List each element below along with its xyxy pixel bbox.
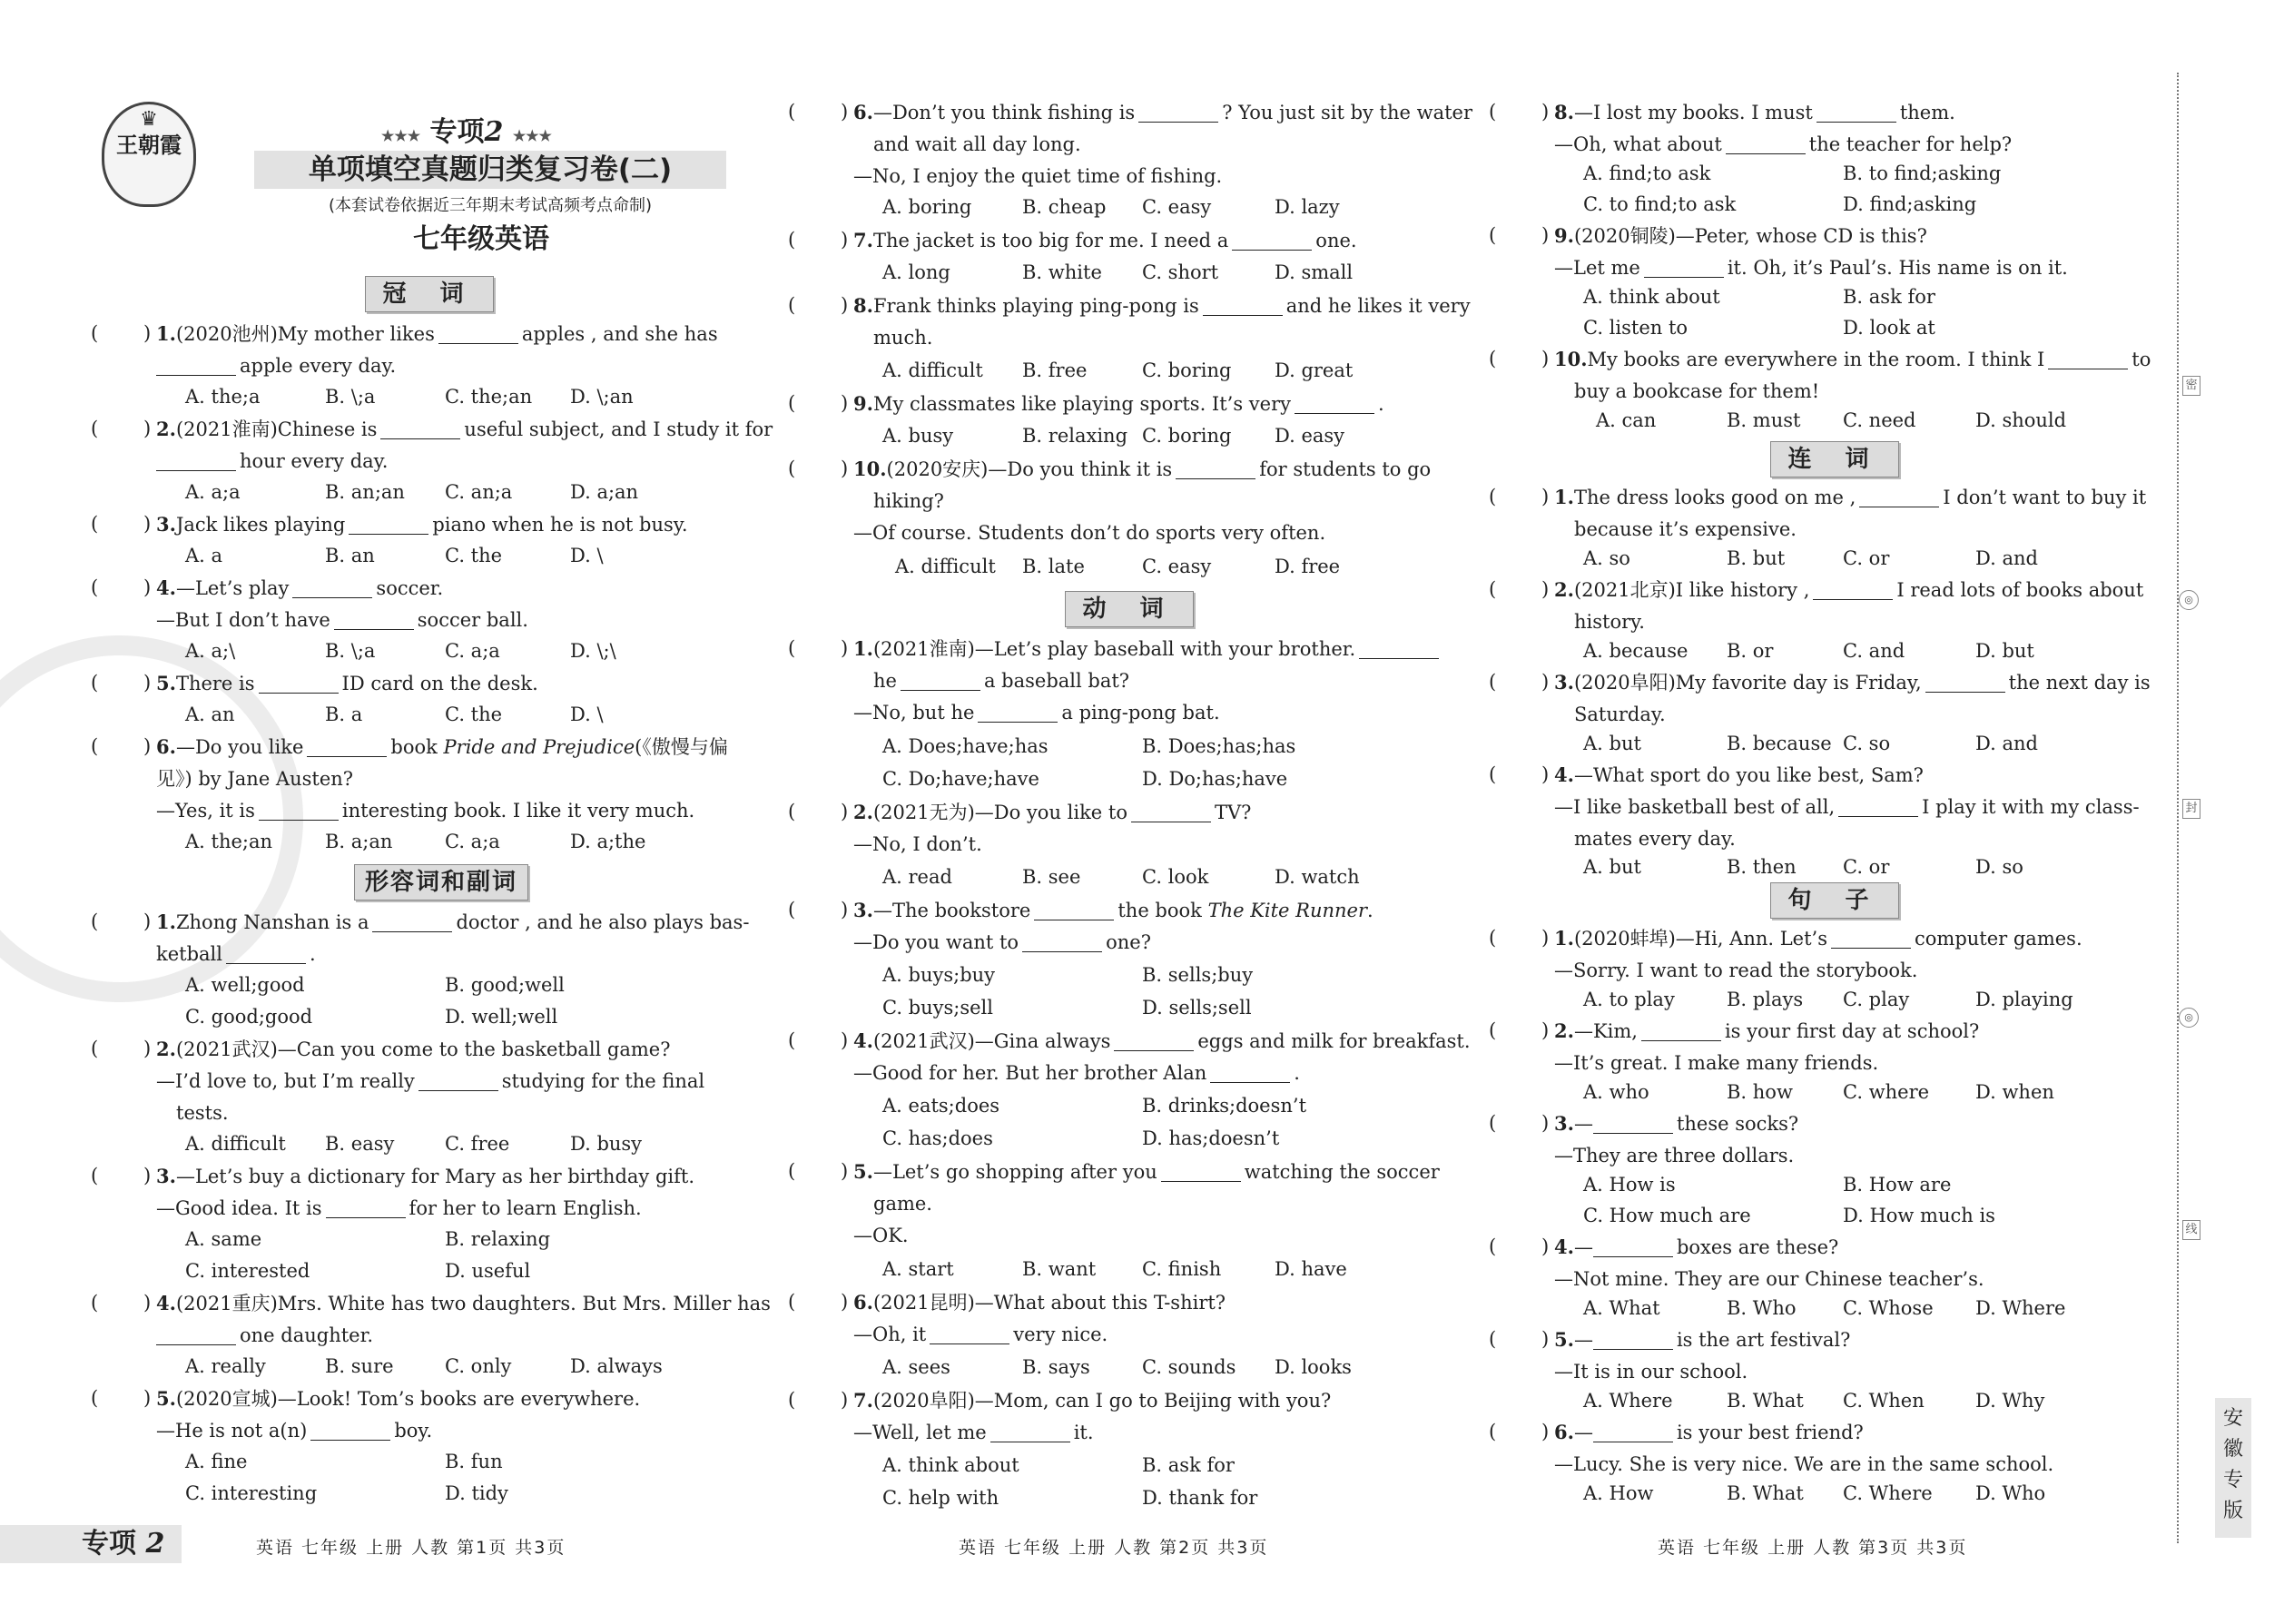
option-d[interactable]: D. always bbox=[570, 1355, 663, 1377]
option-a[interactable]: A. What bbox=[1583, 1297, 1660, 1319]
answer-bracket[interactable]: ( bbox=[91, 672, 99, 694]
option-b[interactable]: B. How are bbox=[1843, 1174, 1952, 1196]
option-d[interactable]: D. How much is bbox=[1843, 1205, 1995, 1226]
option-b[interactable]: B. relaxing bbox=[445, 1228, 551, 1250]
answer-blank[interactable] bbox=[1838, 796, 1918, 817]
binding-hole-icon: ◎ bbox=[2179, 590, 2199, 610]
option-a[interactable]: A. fine bbox=[185, 1451, 248, 1472]
logo-crown-icon: ♛ bbox=[140, 108, 158, 131]
option-c[interactable]: C. good;good bbox=[185, 1006, 313, 1028]
option-d[interactable]: D. have bbox=[1275, 1258, 1347, 1280]
grade-title: 七年级英语 bbox=[413, 223, 549, 255]
option-a[interactable]: A. difficult bbox=[185, 1133, 286, 1155]
option-c[interactable]: C. or bbox=[1843, 547, 1890, 569]
answer-bracket[interactable]: ( bbox=[1489, 101, 1497, 123]
option-c[interactable]: C. look bbox=[1142, 866, 1209, 888]
option-c[interactable]: C. listen to bbox=[1583, 317, 1689, 339]
option-a[interactable]: A. Does;have;has bbox=[882, 735, 1049, 757]
option-c[interactable]: C. How much are bbox=[1583, 1205, 1751, 1226]
option-d[interactable]: D. watch bbox=[1275, 866, 1360, 888]
page-subtitle: (本套试卷依据近三年期末考试高频考点命制) bbox=[328, 196, 653, 215]
option-b[interactable]: B. good;well bbox=[445, 974, 565, 996]
option-b[interactable]: B. relaxing bbox=[1022, 425, 1128, 447]
answer-blank[interactable] bbox=[1161, 1161, 1241, 1182]
answer-blank[interactable] bbox=[226, 943, 306, 964]
option-a[interactable]: A. a;a bbox=[185, 481, 241, 503]
answer-bracket[interactable]: ( bbox=[788, 392, 796, 414]
option-a[interactable]: A. but bbox=[1583, 856, 1641, 878]
answer-blank[interactable] bbox=[418, 1070, 498, 1091]
option-d[interactable]: D. find;asking bbox=[1843, 193, 1977, 215]
option-c[interactable]: C. the bbox=[445, 704, 503, 725]
footer-page-3: 英语 七年级 上册 人教 第3页 共3页 bbox=[1658, 1538, 1968, 1558]
answer-blank[interactable] bbox=[259, 800, 339, 821]
answer-bracket[interactable]: ( bbox=[788, 458, 796, 479]
footer-page-2: 英语 七年级 上册 人教 第2页 共3页 bbox=[959, 1538, 1269, 1558]
section-articles: 冠 词 bbox=[365, 276, 494, 312]
option-c[interactable]: C. free bbox=[445, 1133, 510, 1155]
section-conjunctions: 连 词 bbox=[1770, 441, 1899, 477]
option-b[interactable]: B. free bbox=[1022, 359, 1088, 381]
answer-blank[interactable] bbox=[990, 1422, 1070, 1442]
option-a[interactable]: A. a bbox=[185, 545, 223, 566]
option-b[interactable]: B. Who bbox=[1727, 1297, 1797, 1319]
option-d[interactable]: D. looks bbox=[1275, 1356, 1352, 1378]
answer-blank[interactable] bbox=[1593, 1422, 1673, 1442]
answer-blank[interactable] bbox=[438, 323, 518, 344]
option-d[interactable]: D. easy bbox=[1275, 425, 1345, 447]
option-b[interactable]: B. want bbox=[1022, 1258, 1097, 1280]
option-b[interactable]: B. \;a bbox=[325, 386, 376, 408]
option-d[interactable]: D. playing bbox=[1975, 989, 2073, 1010]
seal-mark-mi: 密 bbox=[2182, 376, 2200, 396]
option-c[interactable]: C. a;a bbox=[445, 640, 500, 662]
answer-blank[interactable] bbox=[1022, 931, 1102, 952]
option-a[interactable]: A. the;a bbox=[185, 386, 261, 408]
option-b[interactable]: B. What bbox=[1727, 1482, 1804, 1504]
option-c[interactable]: C. a;a bbox=[445, 831, 500, 852]
stars-left-icon: ★★★ bbox=[381, 127, 421, 144]
option-c[interactable]: C. an;a bbox=[445, 481, 513, 503]
option-c[interactable]: C. easy bbox=[1142, 196, 1212, 218]
option-b[interactable]: B. an;an bbox=[325, 481, 405, 503]
answer-blank[interactable] bbox=[156, 450, 236, 471]
answer-bracket[interactable]: ( bbox=[788, 294, 796, 316]
option-a[interactable]: A. who bbox=[1583, 1081, 1649, 1103]
option-c[interactable]: C. the;an bbox=[445, 386, 533, 408]
answer-blank[interactable] bbox=[310, 1420, 390, 1441]
answer-bracket[interactable]: ( bbox=[91, 418, 99, 439]
option-a[interactable]: A. really bbox=[185, 1355, 266, 1377]
answer-blank[interactable] bbox=[930, 1324, 1009, 1344]
answer-bracket[interactable]: ( bbox=[91, 1038, 99, 1059]
answer-bracket[interactable]: ( bbox=[91, 1292, 99, 1314]
seal-mark-feng: 封 bbox=[2182, 799, 2200, 819]
option-d[interactable]: D. and bbox=[1975, 547, 2038, 569]
answer-bracket[interactable]: ( bbox=[1489, 1328, 1497, 1350]
answer-bracket[interactable]: ( bbox=[91, 735, 99, 757]
answer-blank[interactable] bbox=[326, 1197, 406, 1218]
section-adj-adv: 形容词和副词 bbox=[354, 864, 528, 901]
option-a[interactable]: A. eats;does bbox=[882, 1095, 1000, 1117]
option-b[interactable]: B. or bbox=[1727, 640, 1774, 662]
answer-blank[interactable] bbox=[1210, 1062, 1290, 1083]
answer-bracket[interactable]: ( bbox=[1489, 224, 1497, 246]
option-c[interactable]: C. has;does bbox=[882, 1127, 993, 1149]
column-2: ( ) 6.—Don’t you think fishing is ? You just sit by the water and wait all day long. —No, I enjoy the quiet time of fishing. A. boring B. cheap C. easy D. lazy ( ) 7.The jacket is too big for me. I need a one. A. long B. white C. short D. small ( ) 8.Frank thinks playing ping-pong is and he likes it very much. A. difficult B. free C. boring D. great ( ) 9.My classmates like playing sports. It’s very . A. busy B. relaxing C. boring D. easy ( ) 10.(2020安庆)—Do you think it is for students to go hiking? —Of course. Students don’t do sports very often. A. difficult B. late C. easy D. free 动 词 ( ) 1.(2021淮南)—Let’s play baseball with your brother. he a baseball bat? —No, but he a ping-pong bat. A. Does;have;has B. Does;has;has C. Do;have;have D. Do;has;have ( ) 2.(2021无为)—Do you like to TV? —No, I don’t. A. read B. see C. look D. watch ( ) 3.—The bookstore the book The Kite Runner. —Do you want to one? A. buys;buy B. sells;buy C. buys;sell D. sells;sell ( ) 4.(2021武汉)—Gina always eggs and milk for breakfast. —Good for her. But her brother Alan . A. eats;does B. drinks;doesn’t C. has;does D. has;doesn’t ( ) 5.—Let’s go shopping after you watching the soccer game. —OK. A. start B. want C. finish D. have ( ) 6.(2021昆明)—What about this T-shirt? —Oh, it very nice. A. sees B. says C. sounds D. looks ( ) 7.(2020阜阳)—Mom, can I go to Beijing with you? —Well, let me it. A. think about B. ask for C. help with D. thank for bbox=[788, 0, 1473, 1624]
answer-bracket[interactable]: ( bbox=[1489, 1421, 1497, 1442]
option-d[interactable]: D. Who bbox=[1975, 1482, 2046, 1504]
answer-blank[interactable] bbox=[307, 736, 387, 757]
answer-blank[interactable] bbox=[1295, 393, 1374, 414]
answer-blank[interactable] bbox=[1593, 1113, 1673, 1134]
answer-blank[interactable] bbox=[1176, 458, 1255, 479]
option-c[interactable]: C. Where bbox=[1843, 1482, 1933, 1504]
answer-blank[interactable] bbox=[1816, 102, 1896, 123]
option-c[interactable]: C. buys;sell bbox=[882, 997, 993, 1019]
option-c[interactable]: C. easy bbox=[1142, 556, 1212, 577]
answer-bracket[interactable]: ( bbox=[788, 1389, 796, 1411]
option-c[interactable]: C. When bbox=[1843, 1390, 1925, 1412]
option-b[interactable]: B. an bbox=[325, 545, 375, 566]
option-d[interactable]: D. great bbox=[1275, 359, 1354, 381]
answer-bracket[interactable]: ( bbox=[788, 1160, 796, 1182]
option-a[interactable]: A. difficult bbox=[895, 556, 996, 577]
option-b[interactable]: B. a bbox=[325, 704, 363, 725]
answer-blank[interactable] bbox=[1138, 102, 1218, 123]
binding-hole-icon: ◎ bbox=[2179, 1008, 2199, 1028]
option-a[interactable]: A. same bbox=[185, 1228, 262, 1250]
option-b[interactable]: B. ask for bbox=[1843, 286, 1935, 308]
answer-blank[interactable] bbox=[1925, 672, 2005, 693]
answer-blank[interactable] bbox=[292, 577, 372, 598]
section-sentences: 句 子 bbox=[1770, 882, 1899, 919]
answer-blank[interactable] bbox=[1359, 638, 1439, 659]
option-a[interactable]: A. but bbox=[1583, 733, 1641, 754]
option-b[interactable]: B. then bbox=[1727, 856, 1797, 878]
option-d[interactable]: D. small bbox=[1275, 261, 1354, 283]
option-b[interactable]: B. ask for bbox=[1142, 1454, 1235, 1476]
answer-blank[interactable] bbox=[1034, 900, 1114, 920]
answer-blank[interactable] bbox=[1203, 295, 1283, 316]
answer-bracket[interactable]: ( bbox=[1489, 1235, 1497, 1257]
option-b[interactable]: B. late bbox=[1022, 556, 1085, 577]
answer-bracket[interactable]: ( bbox=[1489, 1019, 1497, 1041]
answer-blank[interactable] bbox=[380, 418, 460, 439]
option-c[interactable]: C. so bbox=[1843, 733, 1891, 754]
answer-blank[interactable] bbox=[1593, 1329, 1673, 1350]
answer-bracket[interactable]: ( bbox=[788, 899, 796, 920]
option-c[interactable]: C. interested bbox=[185, 1260, 310, 1282]
option-b[interactable]: B. Does;has;has bbox=[1142, 735, 1296, 757]
option-b[interactable]: B. but bbox=[1727, 547, 1786, 569]
answer-bracket[interactable]: ( bbox=[788, 1029, 796, 1051]
answer-blank[interactable] bbox=[1859, 487, 1939, 507]
option-b[interactable]: B. a;an bbox=[325, 831, 393, 852]
option-c[interactable]: C. play bbox=[1843, 989, 1910, 1010]
answer-blank[interactable] bbox=[372, 911, 452, 932]
answer-bracket[interactable]: ( bbox=[788, 637, 796, 659]
option-a[interactable]: A. so bbox=[1583, 547, 1630, 569]
footer-special-text: 专项 2 bbox=[82, 1528, 165, 1560]
answer-blank[interactable] bbox=[334, 609, 414, 630]
answer-blank[interactable] bbox=[1726, 133, 1806, 154]
option-b[interactable]: B. cheap bbox=[1022, 196, 1107, 218]
option-b[interactable]: B. must bbox=[1727, 409, 1801, 431]
option-b[interactable]: B. What bbox=[1727, 1390, 1804, 1412]
option-d[interactable]: D. \;an bbox=[570, 386, 634, 408]
option-c[interactable]: C. or bbox=[1843, 856, 1890, 878]
option-d[interactable]: D. \ bbox=[570, 704, 604, 725]
answer-bracket[interactable]: ( bbox=[91, 576, 99, 598]
option-d[interactable]: D. Do;has;have bbox=[1142, 768, 1288, 790]
option-b[interactable]: B. fun bbox=[445, 1451, 503, 1472]
option-a[interactable]: A. long bbox=[882, 261, 950, 283]
option-a[interactable]: A. think about bbox=[882, 1454, 1019, 1476]
option-d[interactable]: D. has;doesn’t bbox=[1142, 1127, 1280, 1149]
option-b[interactable]: B. to find;asking bbox=[1843, 162, 2002, 184]
option-d[interactable]: D. useful bbox=[445, 1260, 531, 1282]
option-a[interactable]: A. How is bbox=[1583, 1174, 1676, 1196]
option-d[interactable]: D. a;an bbox=[570, 481, 639, 503]
special-label: ★★★ 专项2 ★★★ bbox=[381, 116, 552, 148]
answer-bracket[interactable]: ( bbox=[91, 1387, 99, 1409]
answer-blank[interactable] bbox=[156, 1324, 236, 1345]
option-d[interactable]: D. busy bbox=[570, 1133, 643, 1155]
option-c[interactable]: C. to find;to ask bbox=[1583, 193, 1737, 215]
option-a[interactable]: A. the;an bbox=[185, 831, 273, 852]
answer-blank[interactable] bbox=[1114, 1030, 1194, 1051]
option-d[interactable]: D. look at bbox=[1843, 317, 1935, 339]
option-a[interactable]: A. Where bbox=[1583, 1390, 1673, 1412]
answer-blank[interactable] bbox=[259, 673, 339, 694]
answer-bracket[interactable]: ( bbox=[1489, 763, 1497, 785]
option-b[interactable]: B. because bbox=[1727, 733, 1832, 754]
option-a[interactable]: A. well;good bbox=[185, 974, 305, 996]
option-b[interactable]: B. plays bbox=[1727, 989, 1804, 1010]
option-a[interactable]: A. start bbox=[882, 1258, 954, 1280]
answer-blank[interactable] bbox=[1644, 257, 1724, 278]
option-a[interactable]: A. sees bbox=[882, 1356, 950, 1378]
option-a[interactable]: A. because bbox=[1583, 640, 1689, 662]
option-c[interactable]: C. finish bbox=[1142, 1258, 1222, 1280]
option-b[interactable]: B. sure bbox=[325, 1355, 394, 1377]
option-d[interactable]: D. so bbox=[1975, 856, 2023, 878]
option-a[interactable]: A. think about bbox=[1583, 286, 1720, 308]
option-d[interactable]: D. should bbox=[1975, 409, 2067, 431]
option-c[interactable]: C. help with bbox=[882, 1487, 999, 1509]
option-c[interactable]: C. Do;have;have bbox=[882, 768, 1039, 790]
option-a[interactable]: A. buys;buy bbox=[882, 964, 996, 986]
page-title: 单项填空真题归类复习卷(二) bbox=[254, 151, 726, 189]
answer-bracket[interactable]: ( bbox=[91, 513, 99, 535]
answer-blank[interactable] bbox=[1232, 230, 1312, 251]
answer-bracket[interactable]: ( bbox=[1489, 927, 1497, 949]
answer-bracket[interactable]: ( bbox=[1489, 671, 1497, 693]
option-b[interactable]: B. easy bbox=[325, 1133, 395, 1155]
option-d[interactable]: D. thank for bbox=[1142, 1487, 1258, 1509]
answer-bracket[interactable]: ( bbox=[1489, 1112, 1497, 1134]
option-b[interactable]: B. drinks;doesn’t bbox=[1142, 1095, 1307, 1117]
footer-page-1: 英语 七年级 上册 人教 第1页 共3页 bbox=[256, 1538, 566, 1558]
option-a[interactable]: A. How bbox=[1583, 1482, 1654, 1504]
option-a[interactable]: A. to play bbox=[1583, 989, 1675, 1010]
option-b[interactable]: B. says bbox=[1022, 1356, 1090, 1378]
option-a[interactable]: A. find;to ask bbox=[1583, 162, 1711, 184]
option-a[interactable]: A. an bbox=[185, 704, 235, 725]
answer-blank[interactable] bbox=[156, 355, 236, 376]
option-c[interactable]: C. sounds bbox=[1142, 1356, 1236, 1378]
answer-blank[interactable] bbox=[1813, 579, 1893, 600]
option-c[interactable]: C. boring bbox=[1142, 359, 1232, 381]
option-d[interactable]: D. a;the bbox=[570, 831, 646, 852]
option-d[interactable]: D. \ bbox=[570, 545, 604, 566]
edition-tab: 安 徽 专 版 bbox=[2215, 1398, 2251, 1538]
column-1: 冠 词 ( ) 1.(2020池州)My mother likes apples , and she has apple every day. A. the;a B. \;a C. the;an D. \;an ( ) 2.(2021淮南)Chinese is useful subject, and I study it for hour every day. A. a;a B. an;an C. an;a D. a;an ( ) 3.Jack likes playing piano when he is not busy. A. a B. an C. the D. \ ( ) 4.—Let’s play soccer. —But I don’t have soccer ball. A. a;\ B. \;a C. a;a D. \;\ ( ) 5.There is ID card on the desk. A. an B. a C. the D. \ ( ) 6.—Do you like book Pride and Prejudice(《傲慢与偏 见》) by Jane Austen? —Yes, it is interesting book. I like it very much. A. the;an B. a;an C. a;a D. a;the 形容词和副词 ( ) 1.Zhong Nanshan is a doctor , and he also plays bas- ketball . A. well;good B. good;well C. good;good D. well;well ( ) 2.(2021武汉)—Can you come to the basketball game? —I’d love to, but I’m really studying for the final tests. A. difficult B. easy C. free D. busy ( ) 3.—Let’s buy a dictionary for Mary as her birthday gift. —Good idea. It is for her to learn English. A. same B. relaxing C. interested D. useful ( ) 4.(2021重庆)Mrs. White has two daughters. But Mrs. Miller has one daughter. A. really B. sure C. only D. always ( ) 5.(2020宣城)—Look! Tom’s books are everywhere. —He is not a(n) boy. A. fine B. fun C. interesting D. tidy bbox=[91, 0, 767, 1624]
answer-bracket[interactable]: ( bbox=[1489, 486, 1497, 507]
option-d[interactable]: D. well;well bbox=[445, 1006, 558, 1028]
option-d[interactable]: D. lazy bbox=[1275, 196, 1340, 218]
answer-blank[interactable] bbox=[978, 702, 1058, 723]
option-c[interactable]: C. where bbox=[1843, 1081, 1930, 1103]
option-d[interactable]: D. free bbox=[1275, 556, 1341, 577]
answer-bracket[interactable]: ( bbox=[91, 322, 99, 344]
option-a[interactable]: A. difficult bbox=[882, 359, 983, 381]
option-a[interactable]: A. a;\ bbox=[185, 640, 236, 662]
answer-bracket[interactable]: ( bbox=[1489, 578, 1497, 600]
option-d[interactable]: D. \;\ bbox=[570, 640, 616, 662]
option-b[interactable]: B. \;a bbox=[325, 640, 376, 662]
logo-text: 王朝霞 bbox=[116, 132, 182, 158]
option-b[interactable]: B. see bbox=[1022, 866, 1081, 888]
option-c[interactable]: C. Whose bbox=[1843, 1297, 1934, 1319]
option-a[interactable]: A. read bbox=[882, 866, 952, 888]
option-c[interactable]: C. only bbox=[445, 1355, 512, 1377]
answer-blank[interactable] bbox=[1641, 1020, 1721, 1041]
answer-blank[interactable] bbox=[1131, 802, 1211, 822]
stars-right-icon: ★★★ bbox=[512, 127, 552, 144]
option-c[interactable]: C. and bbox=[1843, 640, 1905, 662]
option-b[interactable]: B. white bbox=[1022, 261, 1102, 283]
answer-bracket[interactable]: ( bbox=[788, 101, 796, 123]
binding-line bbox=[2177, 73, 2179, 1543]
column-3: ( ) 8.—I lost my books. I must them. —Oh, what about the teacher for help? A. find;to ask B. to find;asking C. to find;to ask D. find;asking ( ) 9.(2020铜陵)—Peter, whose CD is this? —Let me it. Oh, it’s Paul’s. His name is on it. A. think about B. ask for C. listen to D. look at ( ) 10.My books are everywhere in the room. I think I to buy a bookcase for them! A. can B. must C. need D. should 连 词 ( ) 1.The dress looks good on me , I don’t want to buy it because it’s expensive. A. so B. but C. or D. and ( ) 2.(2021北京)I like history , I read lots of books about history. A. because B. or C. and D. but ( ) 3.(2020阜阳)My favorite day is Friday, the next day is Saturday. A. but B. because C. so D. and ( ) 4.—What sport do you like best, Sam? —I like basketball best of all, I play it with my class- mates every day. A. but B. then C. or D. so 句 子 ( ) 1.(2020蚌埠)—Hi, Ann. Let’s computer games. —Sorry. I want to read the storybook. A. to play B. plays C. play D. playing ( ) 2.—Kim, is your first day at school? —It’s great. I make many friends. A. who B. how C. where D. when ( ) 3.— these socks? —They are three dollars. A. How is B. How are C. How much are D. How much is ( ) 4.— boxes are these? —Not mine. They are our Chinese teacher’s. A. What B. Who C. Whose D. Where ( ) 5.— is the art festival? —It is in our school. A. Where B. What C. When D. Why ( ) 6.— is your best friend? —Lucy. She is very nice. We are in the same school. A. How B. What C. Where D. Who bbox=[1489, 0, 2179, 1624]
option-d[interactable]: D. Where bbox=[1975, 1297, 2066, 1319]
option-a[interactable]: A. boring bbox=[882, 196, 972, 218]
answer-bracket[interactable]: ( bbox=[91, 910, 99, 932]
answer-blank[interactable] bbox=[1831, 928, 1911, 949]
answer-blank[interactable] bbox=[2048, 349, 2128, 369]
option-a[interactable]: A. can bbox=[1596, 409, 1657, 431]
option-c[interactable]: C. short bbox=[1142, 261, 1219, 283]
option-d[interactable]: D. when bbox=[1975, 1081, 2054, 1103]
option-d[interactable]: D. Why bbox=[1975, 1390, 2045, 1412]
answer-bracket[interactable]: ( bbox=[788, 801, 796, 822]
option-d[interactable]: D. sells;sell bbox=[1142, 997, 1252, 1019]
option-c[interactable]: C. need bbox=[1843, 409, 1916, 431]
option-a[interactable]: A. busy bbox=[882, 425, 954, 447]
answer-blank[interactable] bbox=[901, 670, 980, 691]
answer-blank[interactable] bbox=[1593, 1236, 1673, 1257]
option-d[interactable]: D. tidy bbox=[445, 1482, 508, 1504]
answer-bracket[interactable]: ( bbox=[91, 1165, 99, 1186]
answer-blank[interactable] bbox=[349, 514, 428, 535]
option-d[interactable]: D. but bbox=[1975, 640, 2034, 662]
option-c[interactable]: C. the bbox=[445, 545, 503, 566]
option-c[interactable]: C. interesting bbox=[185, 1482, 318, 1504]
section-verbs: 动 词 bbox=[1065, 591, 1194, 627]
option-c[interactable]: C. boring bbox=[1142, 425, 1232, 447]
answer-bracket[interactable]: ( bbox=[788, 229, 796, 251]
option-d[interactable]: D. and bbox=[1975, 733, 2038, 754]
option-b[interactable]: B. how bbox=[1727, 1081, 1793, 1103]
answer-bracket[interactable]: ( bbox=[788, 1291, 796, 1313]
seal-mark-xian: 线 bbox=[2182, 1220, 2200, 1240]
answer-bracket[interactable]: ( bbox=[1489, 348, 1497, 369]
option-b[interactable]: B. sells;buy bbox=[1142, 964, 1254, 986]
